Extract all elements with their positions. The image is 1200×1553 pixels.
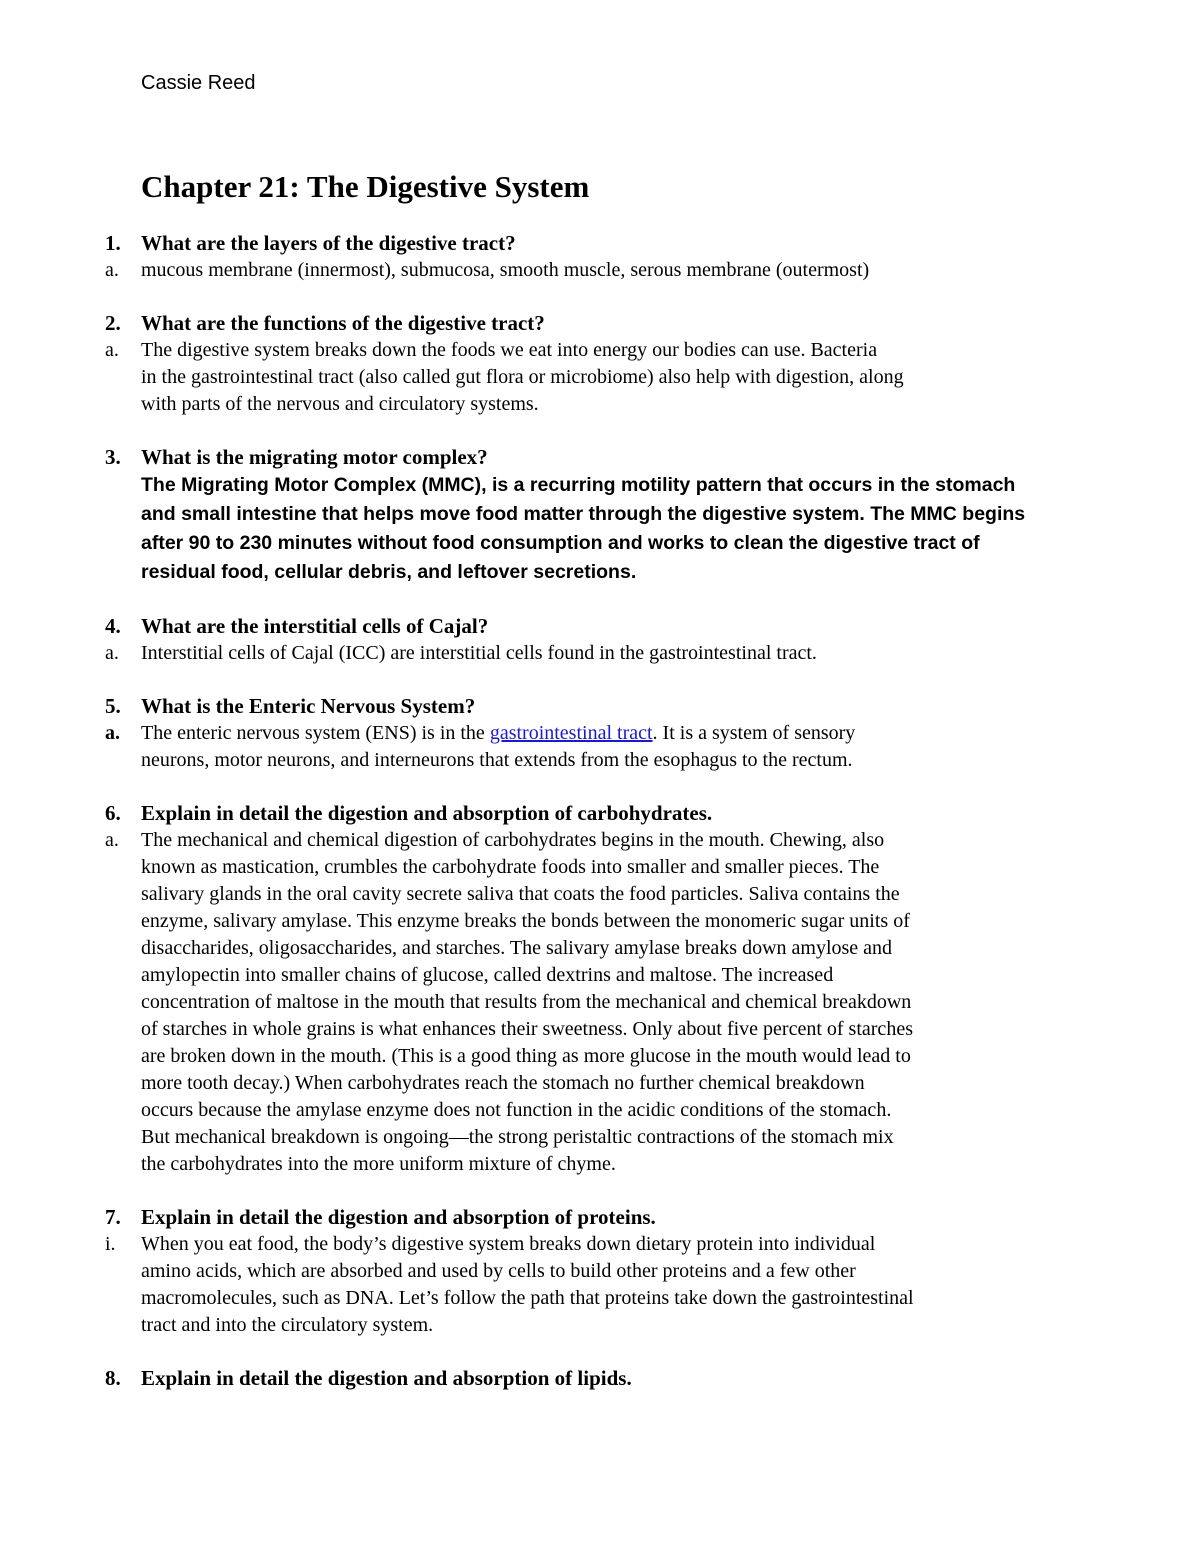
question-line	[0, 310, 1200, 337]
answer-line: amino acids, which are absorbed and used by cells to build other proteins and a few other	[141, 1260, 856, 1282]
answer-block	[0, 720, 1200, 774]
answer-line: tract and into the circulatory system.	[141, 1314, 434, 1336]
answer-block	[0, 337, 1200, 418]
question-line	[0, 1204, 1200, 1231]
answer-line: of starches in whole grains is what enhances their sweetness. Only about five percent of starches	[141, 1018, 913, 1040]
question-item-6	[0, 800, 1200, 1178]
answer-line: enzyme, salivary amylase. This enzyme breaks the bonds between the monomeric sugar units of	[141, 910, 910, 932]
question-line	[0, 800, 1200, 827]
answer-text	[141, 337, 1066, 418]
question-item-3	[0, 444, 1200, 587]
answer-marker: a.	[105, 642, 119, 664]
question-number: 3.	[105, 445, 121, 469]
answer-line: neurons, motor neurons, and interneurons that extends from the esophagus to the rectum.	[141, 749, 853, 771]
answer-marker: a.	[105, 339, 119, 361]
answer-line: The mechanical and chemical digestion of carbohydrates begins in the mouth. Chewing, also	[141, 829, 885, 851]
answer-block	[0, 257, 1200, 284]
answer-line: But mechanical breakdown is ongoing—the strong peristaltic contractions of the stomach mix	[141, 1126, 894, 1148]
question-item-5	[0, 693, 1200, 774]
answer-line: known as mastication, crumbles the carbohydrate foods into smaller and smaller pieces. The	[141, 856, 880, 878]
answer-line: disaccharides, oligosaccharides, and starches. The salivary amylase breaks down amylose and	[141, 937, 893, 959]
answer-line: are broken down in the mouth. (This is a good thing as more glucose in the mouth would lead to	[141, 1045, 911, 1067]
question-line	[0, 230, 1200, 257]
answer-text	[141, 827, 1066, 1178]
question-number: 6.	[105, 801, 121, 825]
question-list	[0, 230, 1200, 1418]
answer-text	[141, 1231, 1066, 1339]
answer-line: in the gastrointestinal tract (also called gut flora or microbiome) also help with digestion, along	[141, 366, 904, 388]
question-item-2	[0, 310, 1200, 418]
answer-line: and small intestine that helps move food matter through the digestive system. The MMC begins	[141, 503, 1026, 525]
answer-line: salivary glands in the oral cavity secrete saliva that coats the food particles. Saliva contains the	[141, 883, 900, 905]
question-text: Explain in detail the digestion and absorption of lipids.	[141, 1366, 632, 1390]
question-text: What are the layers of the digestive tract?	[141, 231, 516, 255]
answer-line: mucous membrane (innermost), submucosa, smooth muscle, serous membrane (outermost)	[141, 259, 870, 281]
chapter-title: Chapter 21: The Digestive System	[141, 169, 590, 204]
question-line	[0, 693, 1200, 720]
answer-marker: a.	[105, 829, 119, 851]
answer-line: concentration of maltose in the mouth that results from the mechanical and chemical breakdown	[141, 991, 912, 1013]
answer-line: The Migrating Motor Complex (MMC), is a recurring motility pattern that occurs in the stomach	[141, 474, 1016, 496]
answer-block	[0, 1231, 1200, 1339]
answer-marker: i.	[105, 1233, 116, 1255]
answer-line: Interstitial cells of Cajal (ICC) are interstitial cells found in the gastrointestinal tract.	[141, 642, 817, 664]
answer-text-segment: . It is a system of sensory	[652, 722, 856, 744]
answer-block	[0, 471, 1200, 587]
answer-marker: a.	[105, 259, 119, 281]
answer-line: occurs because the amylase enzyme does not function in the acidic conditions of the stomach.	[141, 1099, 892, 1121]
answer-line: residual food, cellular debris, and leftover secretions.	[141, 561, 637, 583]
answer-line: more tooth decay.) When carbohydrates reach the stomach no further chemical breakdown	[141, 1072, 865, 1094]
question-line	[0, 1365, 1200, 1392]
question-text: Explain in detail the digestion and absorption of proteins.	[141, 1205, 656, 1229]
question-text: What are the interstitial cells of Cajal?	[141, 614, 489, 638]
question-number: 1.	[105, 231, 121, 255]
answer-text-segment: The enteric nervous system (ENS) is in the	[141, 722, 490, 744]
question-number: 2.	[105, 311, 121, 335]
question-line	[0, 613, 1200, 640]
question-item-8	[0, 1365, 1200, 1392]
question-text: What are the functions of the digestive tract?	[141, 311, 545, 335]
answer-text	[141, 471, 1066, 587]
question-number: 8.	[105, 1366, 121, 1390]
answer-line	[141, 720, 1066, 747]
answer-text	[141, 640, 1066, 667]
question-item-1	[0, 230, 1200, 284]
question-item-4	[0, 613, 1200, 667]
question-line	[0, 444, 1200, 471]
answer-line: When you eat food, the body’s digestive system breaks down dietary protein into individual	[141, 1233, 876, 1255]
answer-line: with parts of the nervous and circulatory systems.	[141, 393, 539, 415]
question-number: 5.	[105, 694, 121, 718]
answer-block	[0, 827, 1200, 1178]
author-name: Cassie Reed	[141, 72, 256, 94]
question-number: 4.	[105, 614, 121, 638]
answer-line: the carbohydrates into the more uniform mixture of chyme.	[141, 1153, 616, 1175]
answer-line: after 90 to 230 minutes without food consumption and works to clean the digestive tract of	[141, 532, 980, 554]
gastrointestinal-tract-link[interactable]: gastrointestinal tract	[489, 722, 653, 744]
answer-block	[0, 640, 1200, 667]
answer-line: The digestive system breaks down the foods we eat into energy our bodies can use. Bacteria	[141, 339, 878, 361]
question-text: What is the Enteric Nervous System?	[141, 694, 476, 718]
answer-text	[141, 720, 1066, 774]
question-number: 7.	[105, 1205, 121, 1229]
question-text: Explain in detail the digestion and absorption of carbohydrates.	[141, 801, 713, 825]
question-text: What is the migrating motor complex?	[141, 445, 488, 469]
answer-line: macromolecules, such as DNA. Let’s follow the path that proteins take down the gastrointestinal	[141, 1287, 914, 1309]
answer-text	[141, 257, 1066, 284]
answer-line: amylopectin into smaller chains of glucose, called dextrins and maltose. The increased	[141, 964, 834, 986]
question-item-7	[0, 1204, 1200, 1339]
answer-marker: a.	[105, 722, 120, 744]
